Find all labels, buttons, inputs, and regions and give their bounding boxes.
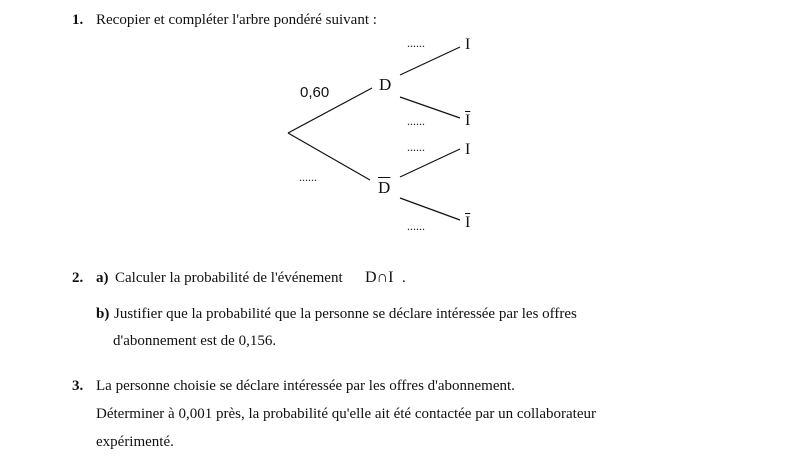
node-D: D — [379, 75, 392, 94]
leaf-I-bar-top: $\overline{I}$ — [465, 112, 471, 129]
prob-root-Dbar: ...... — [299, 170, 317, 184]
question-1-number: 1. — [72, 12, 84, 28]
leaf-I-bottom: I — [465, 141, 471, 158]
question-2a-end: . — [402, 270, 406, 286]
question-3-line2: Déterminer à 0,001 près, la probabilité qu'elle ait été contactée par un collaborateur — [96, 406, 596, 422]
question-1-text: Recopier et compléter l'arbre pondéré suivant : — [96, 12, 377, 28]
leaf-I-bar-bottom: $\overline{I}$ — [465, 214, 471, 231]
question-3-line3: expérimenté. — [96, 434, 174, 450]
question-2a-text: Calculer la probabilité de l'événement — [115, 270, 343, 286]
question-3-number: 3. — [72, 378, 84, 394]
question-2a-math: D∩I — [365, 269, 394, 286]
prob-Dbar-I: ...... — [407, 140, 425, 154]
question-2a-label: a) — [96, 270, 109, 286]
node-D-bar: $\overline{D}$ — [378, 178, 391, 197]
prob-D-Ibar: ...... — [407, 114, 425, 128]
prob-D-I: ...... — [407, 36, 425, 50]
question-2b-line1: Justifier que la probabilité que la personne se déclare intéressée par les offres — [114, 306, 577, 322]
question-2-number: 2. — [72, 270, 84, 286]
question-2b-label: b) — [96, 306, 110, 322]
branch-D-I — [400, 47, 460, 75]
branch-Dbar-Ibar — [400, 198, 460, 220]
question-2b-line2: d'abonnement est de 0,156. — [113, 333, 277, 349]
prob-root-D: 0,60 — [300, 84, 330, 101]
question-3-line1: La personne choisie se déclare intéressée par les offres d'abonnement. — [96, 378, 515, 394]
prob-Dbar-Ibar: ...... — [407, 219, 425, 233]
leaf-I-top: I — [465, 36, 471, 53]
